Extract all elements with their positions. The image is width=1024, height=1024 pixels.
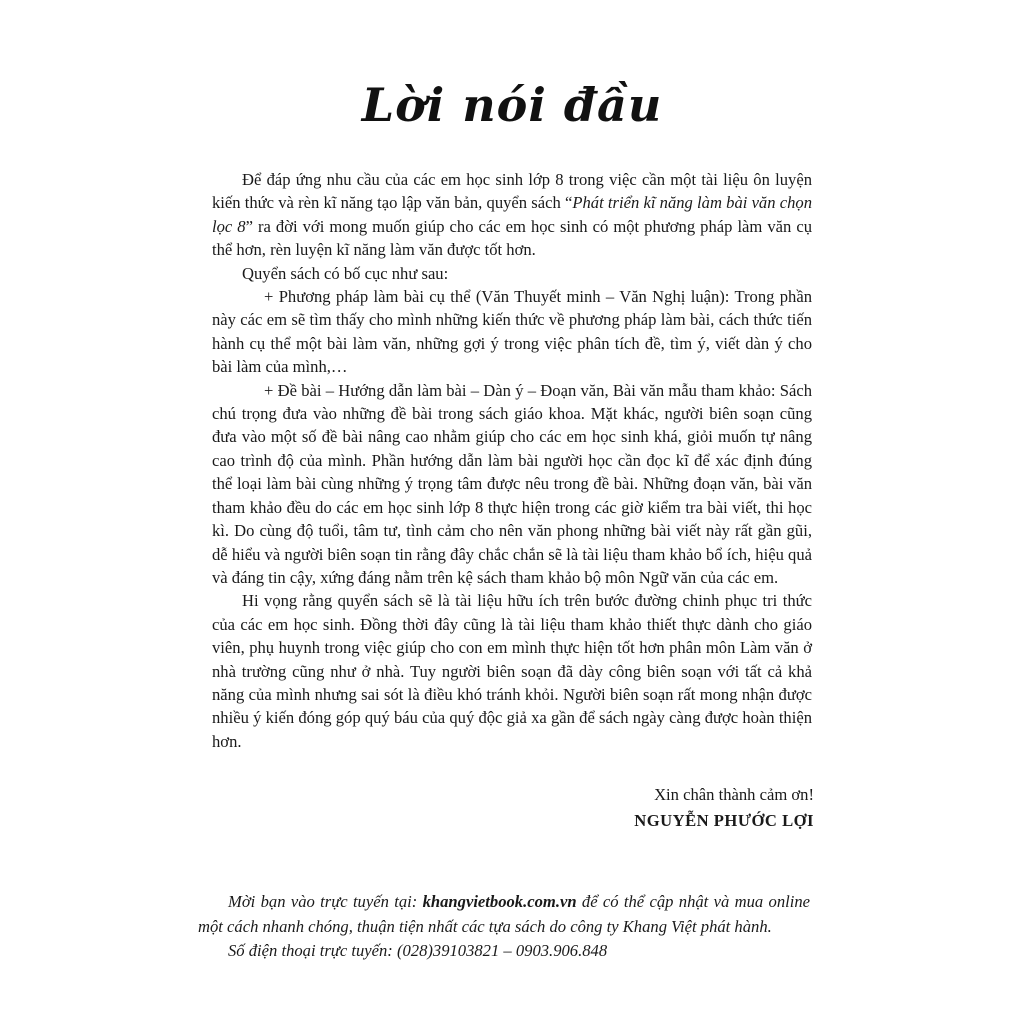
footer-online-after: để có thể cập nhật và mua online một cách nhanh chóng, thuận tiện nhất các tựa sách do công ty Khang Việt phát hành. xyxy=(198,892,810,936)
paragraph-structure: Quyển sách có bố cục như sau: xyxy=(242,263,449,283)
paragraph-bullet-content: + Đề bài – Hướng dẫn làm bài – Dàn ý – Đoạn văn, Bài văn mẫu tham khảo: Sách chú trọng đưa vào những đề bài trong sách giáo khoa. Mặt khác, người biên soạn cũng đưa vào một số đề bài nâng cao nhằm giúp cho các em học sinh khá, giỏi muốn tự nâng cao trình độ của mình. Phần hướng dẫn làm bài người học cần đọc kĩ để xác định đúng thể loại làm bài cùng những ý trọng tâm được nêu trong đề bài. Những đoạn văn, bài văn tham khảo đều do các em học sinh lớp 8 thực hiện trong các giờ kiểm tra bài viết, thi học kì. Do cùng độ tuổi, tâm tư, tình cảm cho nên văn phong những bài viết này rất gần gũi, dễ hiểu và người biên soạn tin rằng đây chắc chắn sẽ là tài liệu tham khảo bổ ích, hiệu quả và đáng tin cậy, xứng đáng nằm trên kệ sách tham khảo bộ môn Ngữ văn của các em. xyxy=(212,380,812,587)
paragraph-closing: Hi vọng rằng quyển sách sẽ là tài liệu hữu ích trên bước đường chinh phục tri thức của các em học sinh. Đồng thời đây cũng là tài liệu tham khảo thiết thực dành cho giáo viên, phụ huynh trong việc giúp cho con em mình thực hiện tốt hơn phân môn Làm văn ở nhà trường cũng như ở nhà. Tuy người biên soạn đã dày công biên soạn với tất cả khả năng của mình nhưng sai sót là điều khó tránh khỏi. Người biên soạn rất mong nhận được nhiều ý kiến đóng góp quý báu của quý độc giả xa gần để sách ngày càng được hoàn thiện hơn. xyxy=(212,591,812,751)
website-link[interactable]: khangvietbook.com.vn xyxy=(422,892,577,911)
footer-online xyxy=(198,890,810,939)
paragraph-bullet-method: + Phương pháp làm bài cụ thể (Văn Thuyết minh – Văn Nghị luận): Trong phần này các em sẽ tìm thấy cho mình những kiến thức về phương pháp làm bài, cách thức tiến hành cụ thể một bài làm văn, những gợi ý trong việc phân tích đề, tìm ý, viết dàn ý cho bài làm của mình,… xyxy=(212,287,812,377)
paragraph-intro xyxy=(212,168,812,262)
footer-phone: Số điện thoại trực tuyến: (028)39103821 – 0903.906.848 xyxy=(228,941,608,960)
page-title: Lời nói đầu xyxy=(361,78,663,132)
footer-online-before: Mời bạn vào trực tuyến tại: xyxy=(228,892,423,911)
preface-body xyxy=(212,168,812,753)
footer-note xyxy=(198,890,810,964)
signoff xyxy=(634,782,814,834)
intro-text-before: Để đáp ứng nhu cầu của các em học sinh lớp 8 trong việc cần một tài liệu ôn luyện kiến thức và rèn kĩ năng tạo lập văn bản, quyển sách “ xyxy=(212,170,812,213)
book-title: Phát triển kĩ năng làm bài văn chọn lọc 8 xyxy=(212,193,812,236)
thanks-line: Xin chân thành cảm ơn! xyxy=(654,785,814,804)
author-name: NGUYỄN PHƯỚC LỢI xyxy=(634,811,814,830)
intro-text-after: ” ra đời với mong muốn giúp cho các em học sinh có một phương pháp làm văn cụ thể hơn, rèn luyện kĩ năng làm văn được tốt hơn. xyxy=(212,216,813,260)
